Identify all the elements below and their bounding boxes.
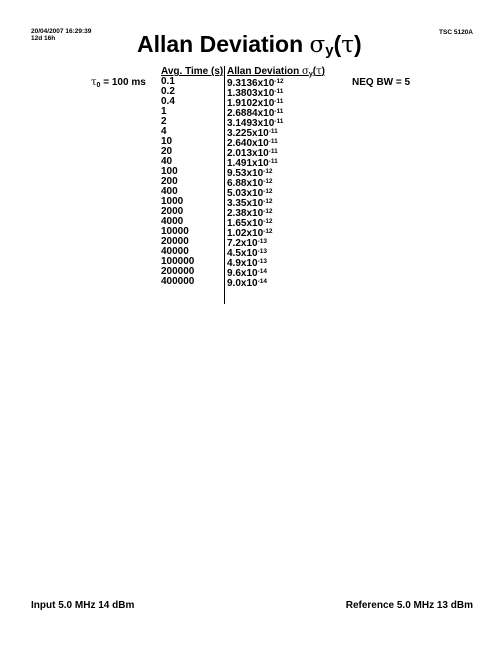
adev-header-sub: y xyxy=(308,71,313,78)
exponent: -12 xyxy=(274,78,284,85)
exponent: -12 xyxy=(263,168,273,175)
exponent: -12 xyxy=(263,218,273,225)
avg-time-cell: 1000 xyxy=(161,196,184,207)
mantissa: 2.6884x10 xyxy=(227,108,275,119)
reference-signal-info: Reference 5.0 MHz 13 dBm xyxy=(345,600,473,611)
avg-time-cell: 20000 xyxy=(161,236,189,247)
table-row xyxy=(161,167,346,177)
exponent: -12 xyxy=(263,208,273,215)
title-paren-open: ( xyxy=(333,31,342,57)
avg-time-cell: 40000 xyxy=(161,246,189,257)
mantissa: 2.013x10 xyxy=(227,148,269,159)
title-text: Allan Deviation xyxy=(137,31,310,57)
mantissa: 1.02x10 xyxy=(227,228,264,239)
exponent: -11 xyxy=(274,118,284,125)
mantissa: 6.88x10 xyxy=(227,178,264,189)
mantissa: 1.3803x10 xyxy=(227,88,275,99)
adev-header-sigma: σ xyxy=(302,66,309,77)
measurement-duration: 12d 16h xyxy=(31,35,56,42)
title-paren-close: ) xyxy=(354,31,362,57)
tau0-subscript: 0 xyxy=(96,82,101,89)
sigma-symbol: σ xyxy=(309,32,326,58)
mantissa: 9.3136x10 xyxy=(227,78,275,89)
table-row xyxy=(161,107,346,117)
table-row xyxy=(161,97,346,107)
exponent: -11 xyxy=(268,148,278,155)
table-row xyxy=(161,207,346,217)
adev-header-text: Allan Deviation xyxy=(227,66,303,77)
input-signal-info: Input 5.0 MHz 14 dBm xyxy=(31,600,135,611)
tau0-label xyxy=(91,77,146,89)
exponent: -11 xyxy=(268,128,278,135)
avg-time-cell: 100 xyxy=(161,166,178,177)
exponent: -11 xyxy=(274,108,284,115)
exponent: -11 xyxy=(274,88,284,95)
table-body xyxy=(161,77,346,287)
avg-time-cell: 4000 xyxy=(161,216,184,227)
mantissa: 3.1493x10 xyxy=(227,118,275,129)
exponent: -11 xyxy=(268,138,278,145)
tau0-symbol: τ xyxy=(91,77,97,88)
exponent: -13 xyxy=(257,238,267,245)
avg-time-cell: 0.2 xyxy=(161,86,175,97)
avg-time-cell: 2000 xyxy=(161,206,184,217)
mantissa: 1.491x10 xyxy=(227,158,269,169)
mantissa: 4.9x10 xyxy=(227,258,258,269)
exponent: -11 xyxy=(274,98,284,105)
exponent: -12 xyxy=(263,178,273,185)
exponent: -12 xyxy=(263,188,273,195)
avg-time-cell: 200000 xyxy=(161,266,195,277)
avg-time-cell: 400 xyxy=(161,186,178,197)
table-row xyxy=(161,197,346,207)
adev-header-open: ( xyxy=(312,66,317,77)
table-row xyxy=(161,277,346,287)
neq-bandwidth: NEQ BW = 5 xyxy=(352,77,411,88)
mantissa: 9.6x10 xyxy=(227,268,258,279)
mantissa: 4.5x10 xyxy=(227,248,258,259)
mantissa: 3.35x10 xyxy=(227,198,264,209)
mantissa: 2.38x10 xyxy=(227,208,264,219)
table-row xyxy=(161,117,346,127)
sigma-subscript: y xyxy=(325,42,334,59)
avg-time-cell: 0.1 xyxy=(161,76,175,87)
timestamp: 20/04/2007 16:29:39 xyxy=(31,28,92,35)
exponent: -14 xyxy=(257,268,267,275)
table-row xyxy=(161,157,346,167)
exponent: -12 xyxy=(263,228,273,235)
adev-header-tau: τ xyxy=(316,66,322,77)
table-row xyxy=(161,127,346,137)
table-row xyxy=(161,137,346,147)
avg-time-cell: 20 xyxy=(161,146,173,157)
avg-time-cell: 10 xyxy=(161,136,173,147)
avg-time-cell: 4 xyxy=(161,126,167,137)
mantissa: 7.2x10 xyxy=(227,238,258,249)
table-row xyxy=(161,87,346,97)
avg-time-cell: 40 xyxy=(161,156,173,167)
tau0-value: = 100 ms xyxy=(100,77,146,88)
avg-time-cell: 1 xyxy=(161,106,167,117)
instrument-model: TSC 5120A xyxy=(439,29,473,36)
mantissa: 9.53x10 xyxy=(227,168,264,179)
avg-time-cell: 0.4 xyxy=(161,96,175,107)
avg-time-cell: 100000 xyxy=(161,256,195,267)
mantissa: 2.640x10 xyxy=(227,138,269,149)
tau-symbol: τ xyxy=(341,32,354,58)
table-row xyxy=(161,187,346,197)
mantissa: 1.9102x10 xyxy=(227,98,275,109)
exponent: -12 xyxy=(263,198,273,205)
page-title xyxy=(137,30,362,65)
mantissa: 5.03x10 xyxy=(227,188,264,199)
exponent: -11 xyxy=(268,158,278,165)
table-row xyxy=(161,77,346,87)
mantissa: 1.65x10 xyxy=(227,218,264,229)
table-row xyxy=(161,147,346,157)
allan-deviation-cell xyxy=(227,277,267,289)
avg-time-cell: 2 xyxy=(161,116,167,127)
exponent: -14 xyxy=(257,278,267,285)
exponent: -13 xyxy=(257,248,267,255)
mantissa: 3.225x10 xyxy=(227,128,269,139)
exponent: -13 xyxy=(257,258,267,265)
column-header-avg-time: Avg. Time (s) xyxy=(161,66,224,77)
avg-time-cell: 10000 xyxy=(161,226,189,237)
adev-header-close: ) xyxy=(321,66,325,77)
mantissa: 9.0x10 xyxy=(227,278,258,289)
table-row xyxy=(161,177,346,187)
avg-time-cell: 400000 xyxy=(161,276,195,287)
avg-time-cell: 200 xyxy=(161,176,178,187)
